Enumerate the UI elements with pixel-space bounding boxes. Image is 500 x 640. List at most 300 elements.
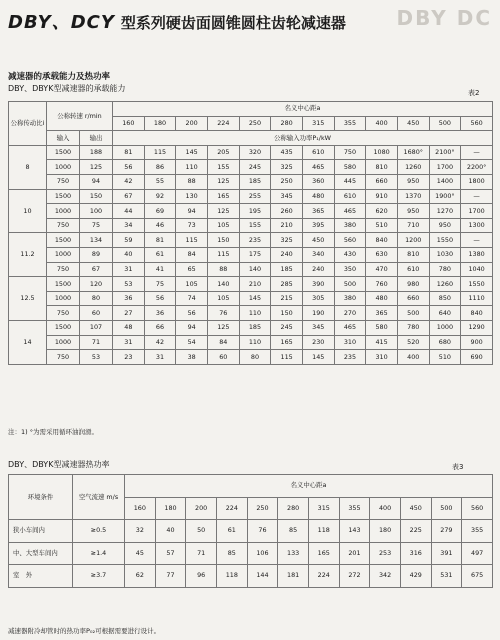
power-cell: 65 (176, 262, 208, 277)
power-cell: 660 (366, 174, 398, 189)
power-cell: 42 (144, 335, 176, 350)
power-cell: 400 (397, 350, 429, 365)
center-distance-header: 名义中心距a (113, 102, 493, 117)
power-cell: 1000 (429, 320, 461, 335)
power-cell: 305 (302, 291, 334, 306)
power-cell: 1680° (397, 145, 429, 160)
power-cell: 31 (113, 262, 145, 277)
power-header: 公称输入功率P₁/kW (113, 131, 493, 146)
power-cell: 140 (239, 262, 271, 277)
power-cell: 950 (397, 174, 429, 189)
thermal-power-cell: 165 (308, 542, 339, 565)
input-speed-cell: 1500 (47, 320, 80, 335)
power-cell: 105 (207, 291, 239, 306)
input-speed-cell: 1000 (47, 291, 80, 306)
power-cell: 465 (302, 160, 334, 175)
power-cell: 230 (302, 335, 334, 350)
power-cell: 53 (113, 277, 145, 292)
power-cell: 84 (176, 247, 208, 262)
power-cell: 1800 (461, 174, 493, 189)
power-cell: 365 (302, 204, 334, 219)
center-value-cell: 500 (429, 116, 461, 131)
power-cell: 1110 (461, 291, 493, 306)
power-cell: 350 (334, 262, 366, 277)
power-cell: 610 (334, 189, 366, 204)
table-row (9, 291, 493, 306)
power-cell: — (461, 145, 493, 160)
thermal-center-value-cell: 224 (216, 497, 247, 520)
output-speed-cell: 120 (80, 277, 113, 292)
power-cell: 36 (113, 291, 145, 306)
power-cell: 380 (334, 218, 366, 233)
power-cell: 92 (144, 189, 176, 204)
power-cell: 340 (302, 247, 334, 262)
power-cell: 86 (144, 160, 176, 175)
power-cell: 185 (239, 174, 271, 189)
thermal-power-cell: 57 (155, 542, 186, 565)
output-speed-cell: 53 (80, 350, 113, 365)
power-cell: 140 (207, 277, 239, 292)
output-speed-cell: 75 (80, 218, 113, 233)
note-lubrication: 注：1) °为需采用循环油润滑。 (8, 428, 98, 436)
thermal-power-cell: 118 (216, 565, 247, 588)
power-cell: 235 (239, 233, 271, 248)
power-cell: 105 (176, 277, 208, 292)
input-speed-cell: 1000 (47, 160, 80, 175)
power-cell: 1700 (461, 204, 493, 219)
power-cell: 840 (366, 233, 398, 248)
power-cell: 1550 (429, 233, 461, 248)
power-cell: 125 (207, 204, 239, 219)
env-cell: 狭小车间内 (9, 520, 73, 543)
thermal-center-value-cell: 500 (431, 497, 462, 520)
thermal-center-value-cell: 180 (155, 497, 186, 520)
speed-header: 公称转速 r/min (47, 102, 113, 131)
table-number-3: 表3 (452, 463, 464, 471)
env-header: 环境条件 (9, 475, 73, 520)
ratio-header: 公称传动比i (9, 102, 47, 146)
thermal-center-value-cell: 560 (462, 497, 493, 520)
power-cell: 155 (239, 218, 271, 233)
thermal-power-cell: 391 (431, 542, 462, 565)
power-cell: 55 (144, 174, 176, 189)
power-cell: 1400 (429, 174, 461, 189)
output-speed-cell: 100 (80, 204, 113, 219)
power-cell: 780 (397, 320, 429, 335)
thermal-power-cell: 45 (125, 542, 156, 565)
power-cell: 1260 (429, 277, 461, 292)
power-cell: 630 (366, 247, 398, 262)
thermal-power-cell: 225 (400, 520, 431, 543)
air-speed-cell: ≥3.7 (73, 565, 125, 588)
power-cell: 46 (144, 218, 176, 233)
power-cell: 2200° (461, 160, 493, 175)
power-cell: 240 (302, 262, 334, 277)
input-header: 输入 (47, 131, 80, 146)
power-cell: 560 (334, 233, 366, 248)
thermal-center-value-cell: 200 (186, 497, 217, 520)
power-cell: 445 (334, 174, 366, 189)
power-cell: 750 (334, 145, 366, 160)
power-cell: 80 (239, 350, 271, 365)
note-cooling: 减速器附冷却管时的热功率P₀₂可根据需要进行设计。 (8, 627, 161, 635)
input-speed-cell: 1000 (47, 335, 80, 350)
power-cell: 31 (113, 335, 145, 350)
thermal-center-value-cell: 315 (308, 497, 339, 520)
power-cell: 115 (176, 233, 208, 248)
ratio-cell: 10 (9, 189, 47, 233)
power-cell: 1700 (429, 160, 461, 175)
table-number-2: 表2 (468, 89, 480, 97)
table-row (9, 218, 493, 233)
air-speed-cell: ≥1.4 (73, 542, 125, 565)
output-speed-cell: 134 (80, 233, 113, 248)
thermal-center-header: 名义中心距a (125, 475, 493, 498)
capacity-table-body (9, 102, 493, 365)
ratio-cell: 11.2 (9, 233, 47, 277)
input-speed-cell: 1000 (47, 247, 80, 262)
power-cell: 380 (334, 291, 366, 306)
thermal-power-cell: 40 (155, 520, 186, 543)
table-row (9, 247, 493, 262)
power-cell: 365 (366, 306, 398, 321)
thermal-power-cell: 118 (308, 520, 339, 543)
center-value-cell: 200 (176, 116, 208, 131)
power-cell: 980 (397, 277, 429, 292)
power-cell: 520 (397, 335, 429, 350)
power-cell: 125 (207, 320, 239, 335)
center-value-cell: 224 (207, 116, 239, 131)
thermal-power-cell: 32 (125, 520, 156, 543)
power-cell: 255 (239, 189, 271, 204)
power-cell: 690 (461, 350, 493, 365)
input-speed-cell: 750 (47, 350, 80, 365)
power-cell: 1550 (461, 277, 493, 292)
thermal-power-cell: 144 (247, 565, 278, 588)
section-heading-thermal: DBY、DBYK型减速器热功率 (8, 460, 110, 469)
input-speed-cell: 1500 (47, 233, 80, 248)
thermal-power-cell: 85 (278, 520, 309, 543)
power-cell: 580 (366, 320, 398, 335)
power-cell: 145 (302, 350, 334, 365)
power-cell: 270 (334, 306, 366, 321)
power-cell: 245 (271, 320, 303, 335)
thermal-power-cell: 253 (370, 542, 401, 565)
power-cell: 59 (113, 233, 145, 248)
input-speed-cell: 750 (47, 262, 80, 277)
input-speed-cell: 750 (47, 306, 80, 321)
power-cell: 165 (271, 335, 303, 350)
title-model: DBY、DCY (8, 12, 115, 33)
power-cell: 145 (176, 145, 208, 160)
power-cell: 115 (207, 247, 239, 262)
power-cell: 76 (207, 306, 239, 321)
output-speed-cell: 150 (80, 189, 113, 204)
center-value-cell: 560 (461, 116, 493, 131)
power-cell: 640 (429, 306, 461, 321)
thermal-power-cell: 181 (278, 565, 309, 588)
output-speed-cell: 94 (80, 174, 113, 189)
center-value-cell: 160 (113, 116, 145, 131)
center-value-cell: 315 (302, 116, 334, 131)
thermal-center-value-cell: 250 (247, 497, 278, 520)
power-cell: 320 (239, 145, 271, 160)
power-cell: 450 (302, 233, 334, 248)
center-value-cell: 180 (144, 116, 176, 131)
thermal-power-cell: 429 (400, 565, 431, 588)
thermal-power-cell: 61 (216, 520, 247, 543)
power-cell: 680 (429, 335, 461, 350)
power-cell: 56 (113, 160, 145, 175)
table-row (9, 145, 493, 160)
thermal-power-cell: 279 (431, 520, 462, 543)
power-cell: 210 (239, 277, 271, 292)
power-cell: 23 (113, 350, 145, 365)
power-cell: 480 (366, 291, 398, 306)
thermal-power-cell: 133 (278, 542, 309, 565)
thermal-power-cell: 143 (339, 520, 370, 543)
power-cell: 325 (271, 233, 303, 248)
center-value-cell: 250 (239, 116, 271, 131)
ratio-cell: 12.5 (9, 277, 47, 321)
power-cell: 910 (366, 189, 398, 204)
thermal-power-cell: 71 (186, 542, 217, 565)
power-cell: 345 (302, 320, 334, 335)
power-cell: 175 (239, 247, 271, 262)
power-cell: 1080 (366, 145, 398, 160)
input-speed-cell: 750 (47, 218, 80, 233)
power-cell: 345 (271, 189, 303, 204)
output-speed-cell: 67 (80, 262, 113, 277)
thermal-power-cell: 272 (339, 565, 370, 588)
power-cell: 67 (113, 189, 145, 204)
output-speed-cell: 80 (80, 291, 113, 306)
output-speed-cell: 107 (80, 320, 113, 335)
power-cell: 74 (176, 291, 208, 306)
power-cell: 56 (176, 306, 208, 321)
thermal-center-value-cell: 160 (125, 497, 156, 520)
output-speed-cell: 89 (80, 247, 113, 262)
power-cell: 2100° (429, 145, 461, 160)
power-cell: 840 (461, 306, 493, 321)
power-cell: 36 (144, 306, 176, 321)
center-value-cell: 355 (334, 116, 366, 131)
capacity-table (8, 101, 493, 365)
power-cell: 1370 (397, 189, 429, 204)
power-cell: 430 (334, 247, 366, 262)
power-cell: 780 (429, 262, 461, 277)
power-cell: 48 (113, 320, 145, 335)
power-cell: 185 (239, 320, 271, 335)
power-cell: 38 (176, 350, 208, 365)
power-cell: 610 (397, 262, 429, 277)
env-cell: 中、大型车间内 (9, 542, 73, 565)
power-cell: 94 (176, 204, 208, 219)
power-cell: 130 (176, 189, 208, 204)
input-speed-cell: 750 (47, 174, 80, 189)
table-row (9, 189, 493, 204)
thermal-power-cell: 76 (247, 520, 278, 543)
table-row (9, 277, 493, 292)
output-speed-cell: 71 (80, 335, 113, 350)
power-cell: 325 (271, 160, 303, 175)
power-cell: 1030 (429, 247, 461, 262)
thermal-center-value-cell: 280 (278, 497, 309, 520)
power-cell: 110 (176, 160, 208, 175)
thermal-table-body (9, 475, 493, 588)
table-row (9, 306, 493, 321)
center-value-cell: 450 (397, 116, 429, 131)
power-cell: 41 (144, 262, 176, 277)
power-cell: 88 (176, 174, 208, 189)
power-cell: 75 (144, 277, 176, 292)
power-cell: 510 (429, 350, 461, 365)
table-row (9, 233, 493, 248)
power-cell: 42 (113, 174, 145, 189)
power-cell: 69 (144, 204, 176, 219)
section-subheading: DBY、DBYK型减速器的承载能力 (8, 84, 126, 93)
thermal-center-value-cell: 450 (400, 497, 431, 520)
thermal-power-cell: 96 (186, 565, 217, 588)
thermal-table (8, 474, 493, 588)
power-cell: 150 (207, 233, 239, 248)
table-row (9, 262, 493, 277)
power-cell: 210 (271, 218, 303, 233)
thermal-power-cell: 62 (125, 565, 156, 588)
power-cell: 94 (176, 320, 208, 335)
power-cell: 81 (144, 233, 176, 248)
input-speed-cell: 1500 (47, 145, 80, 160)
power-cell: 285 (271, 277, 303, 292)
thermal-power-cell: 531 (431, 565, 462, 588)
table-row (9, 542, 493, 565)
table-row (9, 350, 493, 365)
power-cell: 250 (271, 174, 303, 189)
air-speed-header: 空气流速 m/s (73, 475, 125, 520)
output-speed-cell: 60 (80, 306, 113, 321)
power-cell: 710 (397, 218, 429, 233)
power-cell: 760 (366, 277, 398, 292)
power-cell: 110 (239, 306, 271, 321)
input-speed-cell: 1500 (47, 277, 80, 292)
watermark: DBY DC (396, 6, 492, 30)
power-cell: 240 (271, 247, 303, 262)
power-cell: 500 (397, 306, 429, 321)
power-cell: 215 (271, 291, 303, 306)
power-cell: — (461, 189, 493, 204)
power-cell: 500 (334, 277, 366, 292)
power-cell: 145 (239, 291, 271, 306)
power-cell: 900 (461, 335, 493, 350)
title-desc: 型系列硬齿面圆锥圆柱齿轮减速器 (120, 14, 346, 32)
power-cell: 260 (271, 204, 303, 219)
power-cell: 44 (113, 204, 145, 219)
power-cell: 245 (239, 160, 271, 175)
thermal-power-cell: 342 (370, 565, 401, 588)
thermal-power-cell: 201 (339, 542, 370, 565)
power-cell: 415 (366, 335, 398, 350)
power-cell: 435 (271, 145, 303, 160)
thermal-power-cell: 355 (462, 520, 493, 543)
power-cell: 1380 (461, 247, 493, 262)
thermal-center-value-cell: 355 (339, 497, 370, 520)
input-speed-cell: 1500 (47, 189, 80, 204)
power-cell: 34 (113, 218, 145, 233)
power-cell: 31 (144, 350, 176, 365)
power-cell: 610 (302, 145, 334, 160)
power-cell: — (461, 233, 493, 248)
power-cell: 88 (207, 262, 239, 277)
thermal-power-cell: 675 (462, 565, 493, 588)
section-heading-capacity: 减速器的承载能力及热功率 (8, 72, 111, 82)
power-cell: 235 (334, 350, 366, 365)
thermal-power-cell: 180 (370, 520, 401, 543)
power-cell: 360 (302, 174, 334, 189)
power-cell: 470 (366, 262, 398, 277)
power-cell: 150 (271, 306, 303, 321)
page-title (8, 8, 346, 34)
env-cell: 室 外 (9, 565, 73, 588)
power-cell: 950 (429, 218, 461, 233)
power-cell: 660 (397, 291, 429, 306)
power-cell: 66 (144, 320, 176, 335)
power-cell: 850 (429, 291, 461, 306)
power-cell: 110 (239, 335, 271, 350)
ratio-cell: 8 (9, 145, 47, 189)
power-cell: 195 (239, 204, 271, 219)
table-row (9, 160, 493, 175)
air-speed-cell: ≥0.5 (73, 520, 125, 543)
power-cell: 73 (176, 218, 208, 233)
power-cell: 115 (144, 145, 176, 160)
center-value-cell: 400 (366, 116, 398, 131)
power-cell: 155 (207, 160, 239, 175)
power-cell: 27 (113, 306, 145, 321)
power-cell: 465 (334, 204, 366, 219)
power-cell: 510 (366, 218, 398, 233)
power-cell: 165 (207, 189, 239, 204)
thermal-power-cell: 85 (216, 542, 247, 565)
power-cell: 40 (113, 247, 145, 262)
table-row (9, 174, 493, 189)
thermal-power-cell: 497 (462, 542, 493, 565)
output-header: 输出 (80, 131, 113, 146)
table-row (9, 520, 493, 543)
table-row (9, 565, 493, 588)
power-cell: 56 (144, 291, 176, 306)
table-row (9, 204, 493, 219)
power-cell: 105 (207, 218, 239, 233)
power-cell: 1260 (397, 160, 429, 175)
power-cell: 60 (207, 350, 239, 365)
power-cell: 1900° (429, 189, 461, 204)
thermal-power-cell: 50 (186, 520, 217, 543)
power-cell: 480 (302, 189, 334, 204)
thermal-center-value-cell: 400 (370, 497, 401, 520)
thermal-power-cell: 316 (400, 542, 431, 565)
power-cell: 1300 (461, 218, 493, 233)
power-cell: 84 (207, 335, 239, 350)
thermal-power-cell: 77 (155, 565, 186, 588)
power-cell: 81 (113, 145, 145, 160)
power-cell: 1290 (461, 320, 493, 335)
power-cell: 810 (397, 247, 429, 262)
table-row (9, 320, 493, 335)
power-cell: 465 (334, 320, 366, 335)
power-cell: 125 (207, 174, 239, 189)
power-cell: 205 (207, 145, 239, 160)
center-value-cell: 280 (271, 116, 303, 131)
